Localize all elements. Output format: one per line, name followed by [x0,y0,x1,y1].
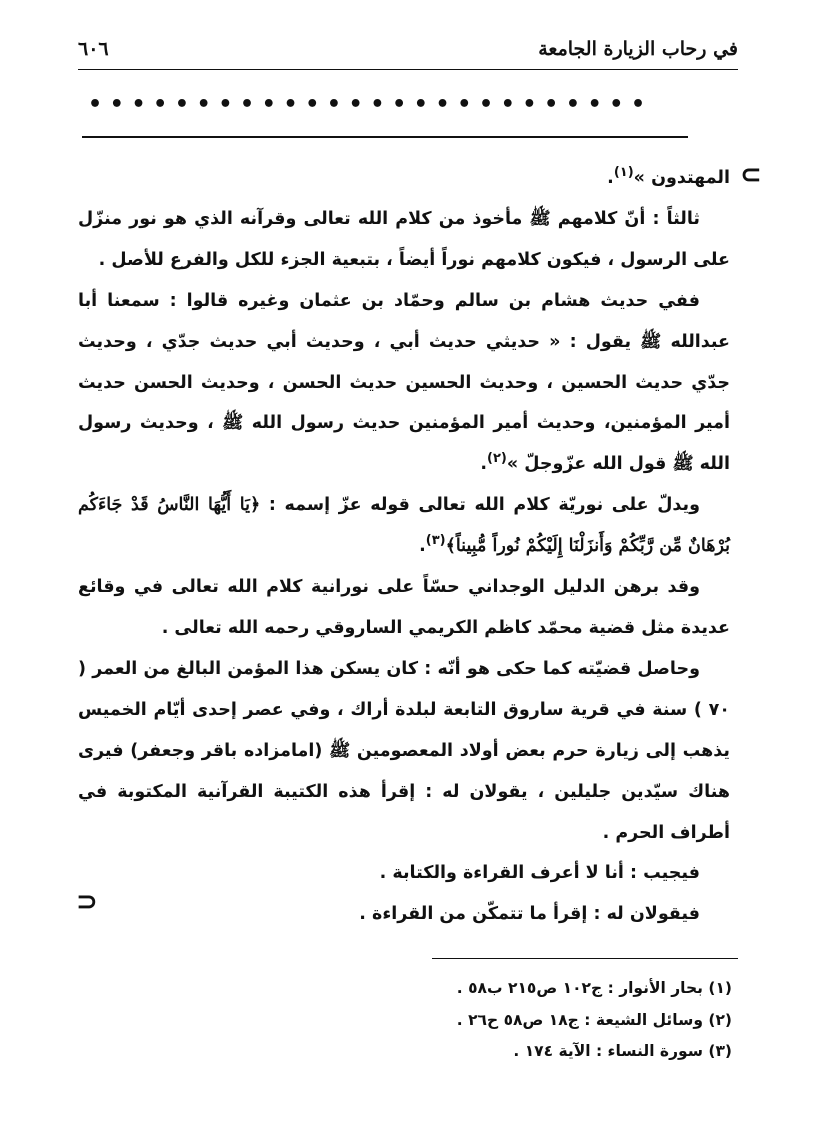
main-text [78,158,730,935]
footnote-1: (١) بحار الأنوار : ج١٠٢ ص٢١٥ ب٥٨ . [456,979,732,997]
header-rule [78,69,738,70]
paragraph-5: وقد برهن الدليل الوجداني حسّاً على نورانية كلام الله تعالى في وقائع عديدة مثل قضية محمّد كاظم الكريمي الساروقي رحمه الله تعالى . [78,577,730,638]
paragraph-6: وحاصل قضيّته كما حكى هو أنّه : كان يسكن هذا المؤمن البالغ من العمر ( ٧٠ ) سنة في قرية ساروق التابعة لبلدة أراك ، وفي عصر إحدى أيّام الخميس يذهب إلى زيارة حرم بعض أولاد المعصومين ﷺ (امامزاده باقر وجعفر) فيرى هناك سيّدين جليلين ، يقولان له : إقرأ هذه الكتيبة القرآنية المكتوبة في أطراف الحرم . [78,658,730,843]
paragraph-8: فيقولان له : إقرأ ما تتمكّن من القراءة . [359,904,700,925]
separator-rule [82,136,688,138]
paragraph-3: ففي حديث هشام بن سالم وحمّاد بن عثمان وغيره قالوا : سمعنا أبا عبدالله ﷺ يقول : « حديثي حديث أبي ، وحديث أبي حديث جدّي ، وحديث جدّي حديث الحسين ، وحديث الحسين حديث الحسن ، وحديث الحسن حديث أمير المؤمنين، وحديث أمير المؤمنين حديث رسول الله ﷺ ، وحديث رسول الله ﷺ قول الله عزّوجلّ »$^{(٢)}$. [78,290,730,475]
footnote-ref-1: (١) [613,165,634,181]
footnotes [340,973,732,1068]
paragraph-7: فيجيب : أنا لا أعرف القراءة والكتابة . [379,863,700,884]
paragraph-2: ثالثاً : أنّ كلامهم ﷺ مأخوذ من كلام الله تعالى وقرآنه الذي هو نور منزّل على الرسول ، فيكون كلامهم نوراً أيضاً ، بتبعية الجزء للكل والفرع للأصل . [78,208,730,270]
footnote-ref-3: (٣) [425,533,446,549]
footnote-ref-2: (٢) [487,451,507,467]
footnote-2: (٢) وسائل الشيعة : ج١٨ ص٥٨ ح٢٦ . [456,1010,732,1029]
footnote-rule [432,958,738,959]
section-open-bracket-icon: ⊂ [740,160,762,190]
page-header [78,34,738,64]
paragraph-4: ويدلّ على نوريّة كلام الله تعالى قوله عزّ إسمه : ﴿يَا أَيُّهَا النَّاسُ قَدْ جَاءَكُم بُرْهَانٌ مِّن رَّبِّكُمْ وَأَنزَلْنَا إِلَيْكُمْ نُوراً مُّبِيناً﴾$^{(٣)}$. [78,495,730,557]
section-close-bracket-icon: ⊃ [76,887,98,917]
page-number: ٦٠٦ [78,38,109,60]
dotted-ornament: • • • • • • • • • • • • • • • • • • • • • • • • • • [88,92,646,117]
paragraph-1: المهتدون »$^{(١)}$. [607,165,730,188]
footnote-3: (٣) سورة النساء : الآية ١٧٤ . [513,1042,732,1060]
running-title: في رحاب الزيارة الجامعة [538,38,738,60]
quran-verse: ﴿يَا أَيُّهَا النَّاسُ قَدْ جَاءَكُم بُرْهَانٌ مِّن رَّبِّكُمْ وَأَنزَلْنَا إِلَيْكُمْ نُوراً مُّبِيناً﴾ [78,495,730,557]
